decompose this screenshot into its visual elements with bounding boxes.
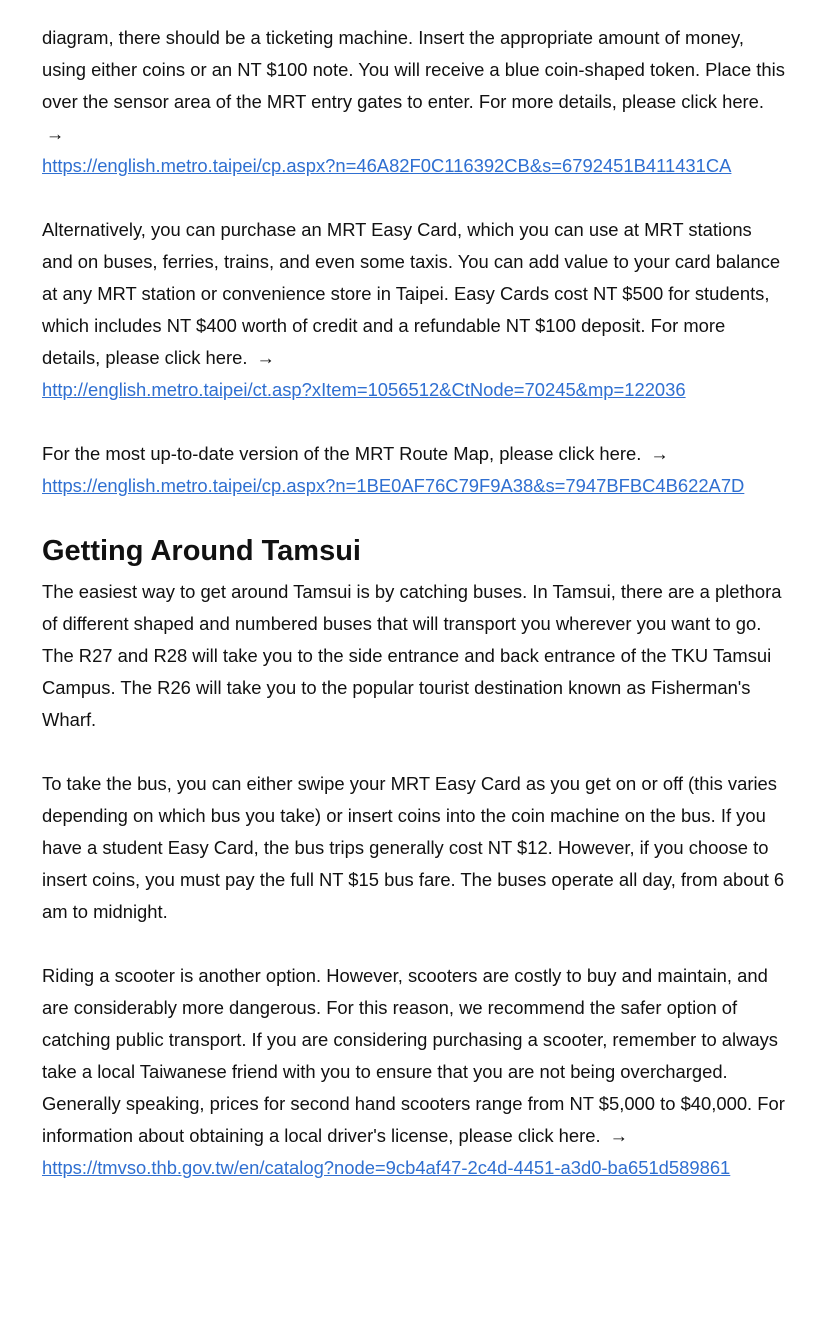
paragraph-text: Alternatively, you can purchase an MRT Easy Card, which you can use at MRT stations and on buses, ferries, trains, and even some taxis. You can add value to your card balance at any MRT station or convenience store in Taipei. Easy Cards cost NT $500 for students, which includes NT $400 worth of credit and a refundable NT $100 deposit. For more details, please click here. — [42, 219, 781, 368]
paragraph-ticketing-machine — [42, 22, 787, 182]
paragraph-text: The easiest way to get around Tamsui is by catching buses. In Tamsui, there are a plethora of different shaped and numbered buses that will transport you wherever you want to go. The R27 and R28 will take you to the side entrance and back entrance of the TKU Tamsui Campus. The R26 will take you to the popular tourist destination known as Fisherman's Wharf. — [42, 581, 782, 730]
arrow-right-icon: → — [609, 1125, 629, 1146]
link-drivers-license[interactable]: https://tmvso.thb.gov.tw/en/catalog?node=9cb4af47-2c4d-4451-a3d0-ba651d589861 — [42, 1157, 731, 1178]
arrow-right-icon: → — [650, 443, 669, 464]
paragraph-easy-card — [42, 214, 787, 406]
section-heading: Getting Around Tamsui — [42, 535, 361, 567]
paragraph-text: Riding a scooter is another option. However, scooters are costly to buy and maintain, and are considerably more dangerous. For this reason, we recommend the safer option of catching public transport. If you are considering purchasing a scooter, remember to always take a local Taiwanese friend with you to ensure that you are not being overcharged. Generally speaking, prices for second hand scooters range from NT $5,000 to $40,000. For information about obtaining a local driver's license, please click here. — [42, 965, 785, 1146]
paragraph-text: diagram, there should be a ticketing machine. Insert the appropriate amount of money, using either coins or an NT $100 note. You will receive a blue coin-shaped token. Place this over the sensor area of the MRT entry gates to enter. For more details, please click here. — [42, 27, 785, 112]
paragraph-bus-fares — [42, 768, 787, 928]
document-page — [42, 22, 787, 1184]
link-metro-token-info[interactable]: https://english.metro.taipei/cp.aspx?n=46A82F0C116392CB&s=6792451B411431CA — [42, 155, 732, 176]
paragraph-text: To take the bus, you can either swipe your MRT Easy Card as you get on or off (this varies depending on which bus you take) or insert coins into the coin machine on the bus. If you have a student Easy Card, the bus trips generally cost NT $12. However, if you choose to insert coins, you must pay the full NT $15 bus fare. The buses operate all day, from about 6 am to midnight. — [42, 773, 785, 922]
arrow-right-icon: → — [256, 347, 275, 368]
paragraph-scooters — [42, 960, 787, 1184]
link-easy-card-info[interactable]: http://english.metro.taipei/ct.asp?xItem=1056512&CtNode=70245&mp=122036 — [42, 379, 686, 400]
arrow-right-icon: → — [46, 123, 65, 144]
paragraph-buses — [42, 576, 787, 736]
paragraph-route-map — [42, 438, 787, 502]
link-route-map[interactable]: https://english.metro.taipei/cp.aspx?n=1BE0AF76C79F9A38&s=7947BFBC4B622A7D — [42, 475, 745, 496]
paragraph-text: For the most up-to-date version of the MRT Route Map, please click here. — [42, 443, 642, 464]
